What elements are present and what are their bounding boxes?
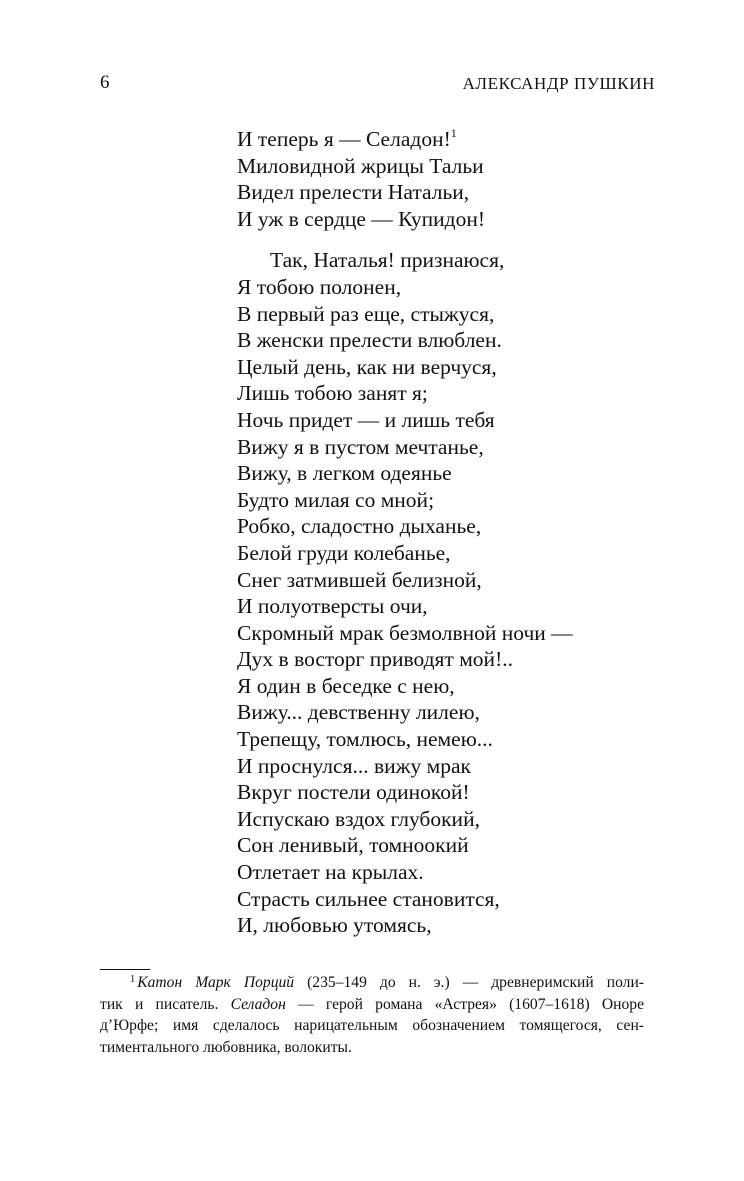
verse-line: И проснулся... вижу мрак xyxy=(237,753,471,778)
verse-line: Белой груди колебанье, xyxy=(237,540,451,565)
verse-line: И уж в сердце — Купидон! xyxy=(237,206,486,231)
verse-line: Страсть сильнее становится, xyxy=(237,886,500,911)
verse-line-text: И теперь я — Селадон! xyxy=(237,127,451,151)
verse-line: Вижу я в пустом мечтанье, xyxy=(237,434,484,459)
verse-line xyxy=(237,126,573,153)
stanza-1 xyxy=(237,126,573,232)
verse-line: Дух в восторг приводят мой!.. xyxy=(237,647,513,672)
verse-line: Целый день, как ни верчуся, xyxy=(237,354,497,379)
verse-line: Будто милая со мной; xyxy=(237,487,435,512)
footnote-term: Катон Марк Порций xyxy=(137,974,295,991)
footnote-line xyxy=(100,972,644,994)
verse-line: И полуотверсты очи, xyxy=(237,594,428,619)
footnote-divider xyxy=(100,969,150,970)
footnote-line: тиментального любовника, волокиты. xyxy=(100,1038,352,1056)
verse-line: Вкруг постели одинокой! xyxy=(237,780,470,805)
verse-line: Видел прелести Натальи, xyxy=(237,180,470,205)
verse-line: Так, Наталья! признаюся, xyxy=(270,248,505,273)
verse-line: Снег затмившей белизной, xyxy=(237,567,482,592)
footnote-line: д’Юрфе; имя сделалось нарицательным обозначением томящегося, сен- xyxy=(100,1017,644,1034)
running-head: АЛЕКСАНДР ПУШКИН xyxy=(462,74,655,93)
verse-line: Отлетает на крылах. xyxy=(237,860,424,885)
page-number: 6 xyxy=(100,72,110,93)
verse-line: И, любовью утомясь, xyxy=(237,913,432,938)
verse-line: Я тобою полонен, xyxy=(237,274,402,299)
footnote xyxy=(100,972,644,1058)
verse-line: В первый раз еще, стыжуся, xyxy=(237,301,495,326)
verse-line: Вижу... девственну лилею, xyxy=(237,700,480,725)
stanza-2 xyxy=(237,247,573,938)
footnote-mark: 1 xyxy=(130,974,136,985)
verse-line: Сон ленивый, томноокий xyxy=(237,833,469,858)
footnote-term: Селадон xyxy=(230,995,286,1013)
verse-line: Испускаю вздох глубокий, xyxy=(237,806,480,831)
footnote-text: (235–149 до н. э.) — древнеримский поли- xyxy=(294,974,644,991)
verse-line: Я один в беседке с нею, xyxy=(237,673,455,698)
verse-line: Миловидной жрицы Тальи xyxy=(237,153,484,178)
verse-line: Скромный мрак безмолвной ночи — xyxy=(237,620,573,645)
poem xyxy=(237,126,573,939)
footnote-reference[interactable]: 1 xyxy=(450,126,457,140)
footnote-line xyxy=(100,994,644,1016)
footnote-text: тик и писатель. xyxy=(100,995,231,1013)
verse-line: Робко, сладостно дыханье, xyxy=(237,514,482,539)
verse-line: В женски прелести влюблен. xyxy=(237,328,502,353)
verse-line: Лишь тобою занят я; xyxy=(237,381,428,406)
verse-line: Ночь придет — и лишь тебя xyxy=(237,407,495,432)
footnote-text: — герой романа «Астрея» (1607–1618) Оноре xyxy=(285,995,645,1013)
verse-line: Вижу, в легком одеянье xyxy=(237,461,452,486)
verse-line: Трепещу, томлюсь, немею... xyxy=(237,727,493,752)
